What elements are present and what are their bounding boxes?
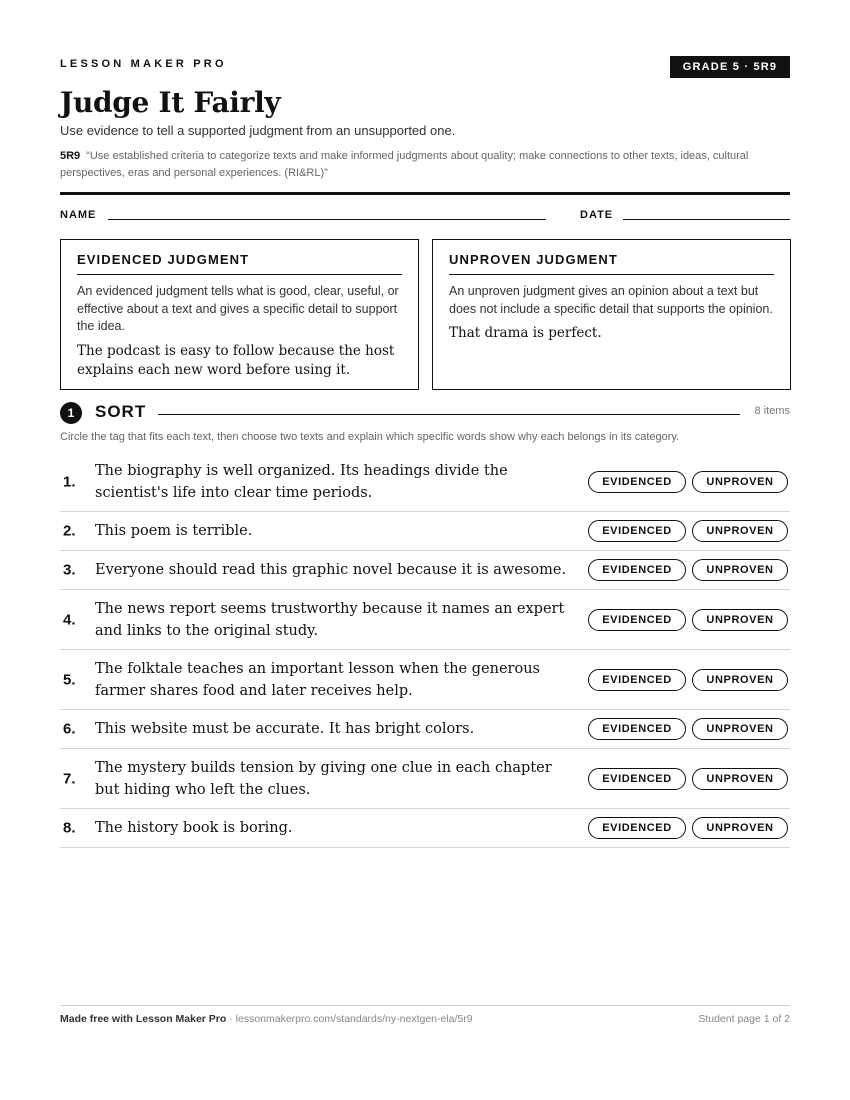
page-subtitle: Use evidence to tell a supported judgment from an unsupported one.: [60, 123, 456, 138]
item-count: 8 items: [754, 405, 790, 417]
tag-group: [588, 471, 788, 493]
item-number: 7.: [63, 770, 76, 787]
tag-group: [588, 669, 788, 691]
footer-credit: [60, 1013, 473, 1025]
evidenced-tag[interactable]: EVIDENCED: [588, 817, 686, 839]
item-list: [60, 452, 790, 848]
item-number: 2.: [63, 522, 76, 540]
unproven-tag[interactable]: UNPROVEN: [692, 609, 788, 631]
item-number: 3.: [63, 561, 76, 579]
section-title: SORT: [95, 402, 147, 421]
date-label: DATE: [580, 209, 614, 221]
item-number: 5.: [63, 671, 76, 688]
section-number: 1: [60, 402, 82, 424]
item-number: 8.: [63, 819, 76, 837]
evidenced-tag[interactable]: EVIDENCED: [588, 609, 686, 631]
evidenced-example: The podcast is easy to follow because the host explains each new word before using it.: [77, 342, 395, 378]
item-number: 1.: [63, 473, 76, 490]
list-item: [60, 809, 790, 848]
evidenced-tag[interactable]: EVIDENCED: [588, 559, 686, 581]
item-text: The history book is boring.: [95, 820, 293, 836]
item-text: The biography is well organized. Its headings divide the scientist's life into clear time periods.: [95, 462, 508, 501]
tag-group: [588, 718, 788, 740]
evidenced-tag[interactable]: EVIDENCED: [588, 768, 686, 790]
evidenced-tag[interactable]: EVIDENCED: [588, 718, 686, 740]
tag-group: [588, 768, 788, 790]
list-item: [60, 452, 790, 512]
evidenced-tag[interactable]: EVIDENCED: [588, 471, 686, 493]
list-item: [60, 710, 790, 749]
name-label: NAME: [60, 209, 97, 221]
evidenced-heading: EVIDENCED JUDGMENT: [77, 252, 402, 275]
item-text: Everyone should read this graphic novel because it is awesome.: [95, 562, 567, 578]
list-item: [60, 551, 790, 590]
section-header: [60, 401, 790, 425]
footer-made-with: Made free with Lesson Maker Pro: [60, 1013, 227, 1025]
standard-description: [60, 148, 790, 182]
item-number: 4.: [63, 611, 76, 628]
unproven-tag[interactable]: UNPROVEN: [692, 520, 788, 542]
unproven-example: That drama is perfect.: [449, 325, 602, 341]
worksheet-page: [60, 0, 790, 1100]
item-text: The news report seems trustworthy because it names an expert and links to the original study.: [95, 600, 565, 639]
tag-group: [588, 817, 788, 839]
footer-separator: ·: [226, 1013, 236, 1025]
item-text: The folktale teaches an important lesson when the generous farmer shares food and later receives help.: [95, 660, 540, 699]
standard-code: 5R9: [60, 150, 81, 162]
footer-divider: [60, 1005, 790, 1006]
page-indicator: Student page 1 of 2: [698, 1013, 790, 1025]
item-text: This poem is terrible.: [95, 523, 253, 539]
header-divider: [60, 192, 790, 195]
item-number: 6.: [63, 720, 76, 738]
date-field[interactable]: [623, 219, 790, 220]
list-item: [60, 590, 790, 650]
item-text: This website must be accurate. It has bright colors.: [95, 721, 475, 737]
tag-group: [588, 559, 788, 581]
tag-group: [588, 609, 788, 631]
unproven-tag[interactable]: UNPROVEN: [692, 817, 788, 839]
brand-name: LESSON MAKER PRO: [60, 58, 227, 70]
list-item: [60, 749, 790, 809]
item-text: The mystery builds tension by giving one clue in each chapter but hiding who left the clues.: [95, 759, 552, 798]
unproven-heading: UNPROVEN JUDGMENT: [449, 252, 774, 275]
unproven-tag[interactable]: UNPROVEN: [692, 471, 788, 493]
evidenced-definition-box: [60, 239, 419, 390]
unproven-description: An unproven judgment gives an opinion about a text but does not include a specific detail that supports the opinion.: [449, 284, 773, 316]
footer-url[interactable]: lessonmakerpro.com/standards/ny-nextgen-ela/5r9: [235, 1013, 473, 1025]
section-instructions: Circle the tag that fits each text, then choose two texts and explain which specific words show why each belongs in its category.: [60, 431, 680, 443]
header-row: [60, 56, 790, 80]
unproven-definition-box: [432, 239, 791, 390]
section-divider: [158, 414, 740, 415]
evidenced-tag[interactable]: EVIDENCED: [588, 669, 686, 691]
unproven-tag[interactable]: UNPROVEN: [692, 669, 788, 691]
page-title: Judge It Fairly: [60, 86, 281, 119]
tag-group: [588, 520, 788, 542]
evidenced-description: An evidenced judgment tells what is good, clear, useful, or effective about a text and gives a specific detail to support the idea.: [77, 284, 399, 333]
name-field[interactable]: [108, 219, 546, 220]
list-item: [60, 512, 790, 551]
evidenced-tag[interactable]: EVIDENCED: [588, 520, 686, 542]
unproven-tag[interactable]: UNPROVEN: [692, 559, 788, 581]
name-date-row: [60, 207, 790, 223]
unproven-tag[interactable]: UNPROVEN: [692, 718, 788, 740]
grade-badge: GRADE 5 · 5R9: [670, 56, 790, 78]
list-item: [60, 650, 790, 710]
standard-text: “Use established criteria to categorize texts and make informed judgments about quality; make connections to other texts, ideas, cultural perspectives, eras and personal experiences. (RI&RL)”: [60, 150, 749, 179]
unproven-tag[interactable]: UNPROVEN: [692, 768, 788, 790]
